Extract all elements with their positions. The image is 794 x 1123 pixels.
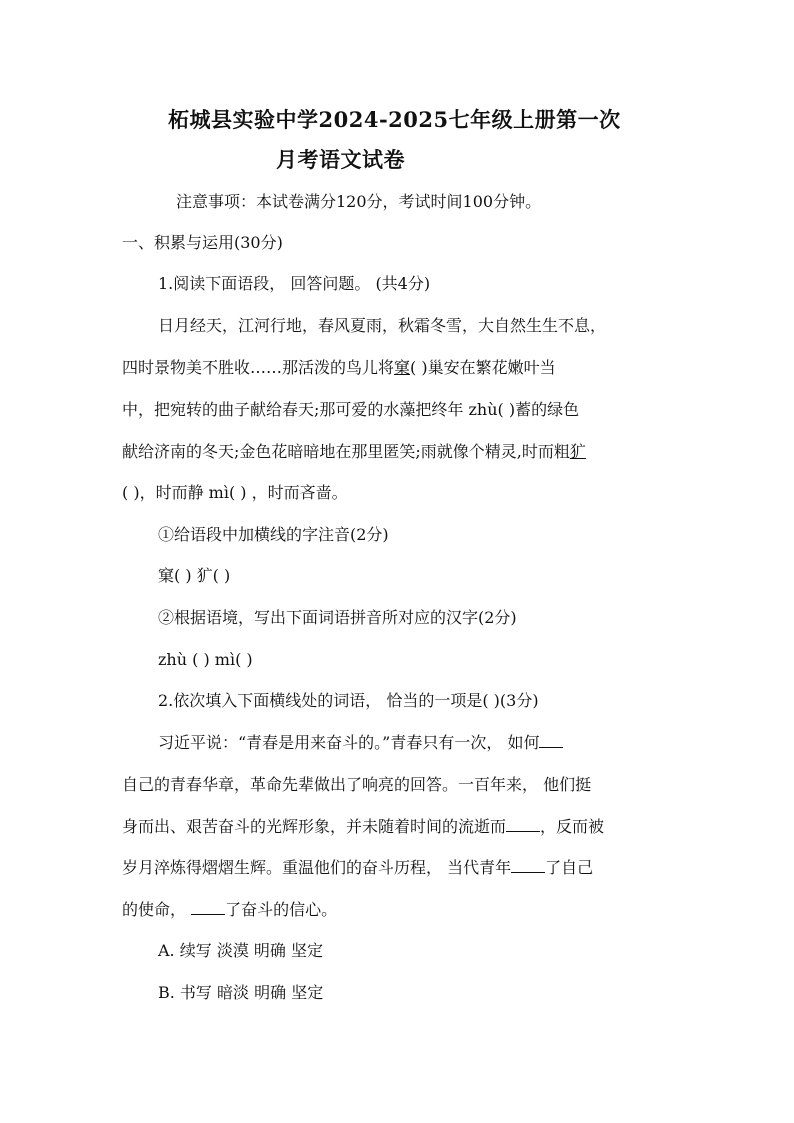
q2-option-a: A. 续写 淡漠 明确 坚定: [158, 941, 323, 960]
exam-title-line-2: 月考语文试卷: [276, 147, 405, 172]
q1-sub-1-prompt: ①给语段中加横线的字注音(2分): [158, 525, 389, 544]
q2-passage-line-4-a: 岁月淬炼得熠熠生辉。重温他们的奋斗历程， 当代青年: [122, 858, 512, 877]
q2-passage-line-1: [158, 731, 563, 755]
q2-passage-line-4: [122, 856, 593, 880]
fill-blank-1: [539, 733, 563, 748]
question-1-stem: 1.阅读下面语段， 回答问题。 (共4分): [158, 274, 431, 293]
q1-passage-line-4: [122, 440, 586, 464]
fill-blank-2: [506, 817, 540, 832]
q2-passage-line-3-a: 身而出、艰苦奋斗的光辉形象，并未随着时间的流逝而: [122, 817, 507, 836]
q1-passage-line-4-a: 献给济南的冬天;金色花暗暗地在那里匿笑;雨就像个精灵,时而粗: [122, 442, 570, 461]
q2-passage-line-3-b: ，反而被: [540, 817, 605, 836]
q2-passage-line-3: [122, 815, 604, 839]
q1-passage-line-1: 日月经天，江河行地，春风夏雨，秋霜冬雪，大自然生生不息，: [158, 316, 607, 335]
underlined-char-guang: 犷: [569, 442, 586, 461]
q2-passage-line-1-text: 习近平说：“青春是用来奋斗的。”青春只有一次， 如何: [158, 733, 540, 752]
q1-sub-1-answer: 窠( ) 犷( ): [158, 566, 231, 585]
exam-title-line-1: 柘城县实验中学2024-2025七年级上册第一次: [168, 107, 621, 132]
q1-passage-line-2: [122, 356, 556, 380]
q1-passage-line-2-a: 四时景物美不胜收……那活泼的鸟儿将: [122, 358, 395, 377]
exam-notice: 注意事项：本试卷满分120分，考试时间100分钟。: [176, 192, 542, 211]
section-1-heading: 一、积累与运用(30分): [122, 233, 283, 252]
question-2-stem: 2.依次填入下面横线处的词语， 恰当的一项是( )(3分): [158, 691, 539, 710]
q2-passage-line-2: 自己的青春华章，革命先辈做出了响亮的回答。一百年来， 他们挺: [122, 775, 592, 794]
q1-passage-line-3: 中，把宛转的曲子献给春天;那可爱的水藻把终年 zhù( )蓄的绿色: [122, 400, 580, 419]
q1-passage-line-5: ( )，时而静 mì( ) ，时而吝啬。: [122, 483, 348, 502]
fill-blank-4: [191, 900, 225, 915]
q2-passage-line-5: [122, 898, 337, 922]
q2-passage-line-4-b: 了自己: [545, 858, 594, 877]
q1-passage-line-2-b: ( )巢安在繁花嫩叶当: [410, 358, 556, 377]
underlined-char-ke: 窠: [394, 358, 411, 377]
q2-passage-line-5-a: 的使命，: [122, 900, 192, 919]
q1-sub-2-answer: zhù ( ) mì( ): [158, 650, 253, 669]
q2-option-b: B. 书写 暗淡 明确 坚定: [158, 983, 324, 1002]
fill-blank-3: [511, 858, 545, 873]
q1-sub-2-prompt: ②根据语境，写出下面词语拼音所对应的汉字(2分): [158, 608, 517, 627]
q2-passage-line-5-b: 了奋斗的信心。: [225, 900, 338, 919]
